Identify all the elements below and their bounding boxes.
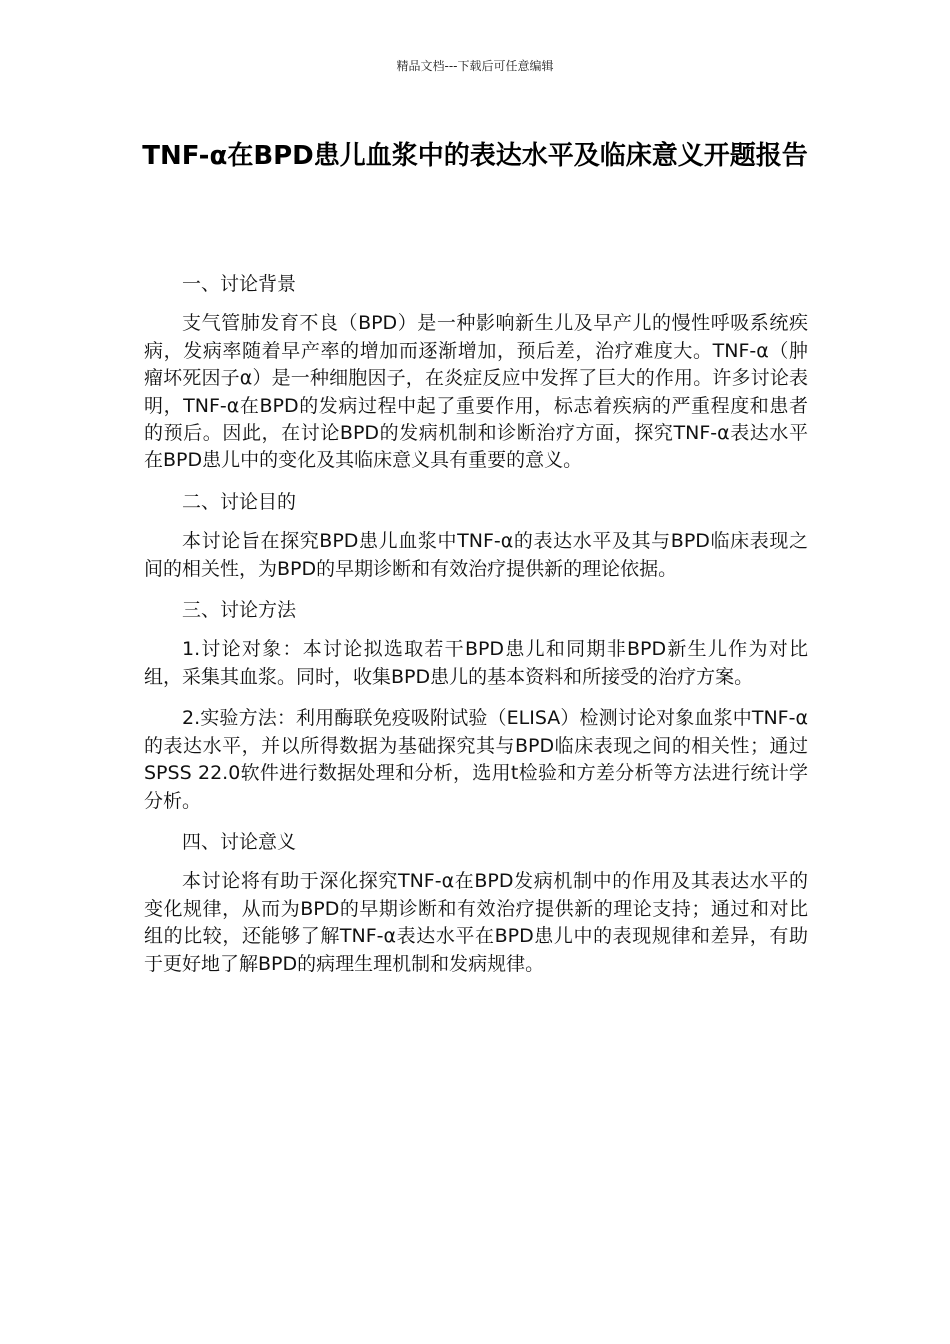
document-title: TNF-α在BPD患儿血浆中的表达水平及临床意义开题报告 (142, 141, 808, 171)
document-body (144, 271, 808, 992)
paragraph-methods-subjects: 1.讨论对象：本讨论拟选取若干BPD患儿和同期非BPD新生儿作为对比组，采集其血浆。同时，收集BPD患儿的基本资料和所接受的治疗方案。 (144, 638, 808, 688)
section-heading-significance: 四、讨论意义 (182, 830, 297, 853)
paragraph-background: 支气管肺发育不良（BPD）是一种影响新生儿及早产儿的慢性呼吸系统疾病，发病率随着早产率的增加而逐渐增加，预后差，治疗难度大。TNF-α（肿瘤坏死因子α）是一种细胞因子，在炎症反应中发挥了巨大的作用。许多讨论表明，TNF-α在BPD的发病过程中起了重要作用，标志着疾病的严重程度和患者的预后。因此，在讨论BPD的发病机制和诊断治疗方面，探究TNF-α表达水平在BPD患儿中的变化及其临床意义具有重要的意义。 (144, 312, 808, 472)
paragraph-significance: 本讨论将有助于深化探究TNF-α在BPD发病机制中的作用及其表达水平的变化规律，从而为BPD的早期诊断和有效治疗提供新的理论支持；通过和对比组的比较，还能够了解TNF-α表达水平在BPD患儿中的表现规律和差异，有助于更好地了解BPD的病理生理机制和发病规律。 (144, 870, 808, 975)
paragraph-methods-experiment: 2.实验方法：利用酶联免疫吸附试验（ELISA）检测讨论对象血浆中TNF-α的表达水平，并以所得数据为基础探究其与BPD临床表现之间的相关性；通过SPSS 22.0软件进行数据处理和分析，选用t检验和方差分析等方法进行统计学分析。 (144, 707, 808, 812)
paragraph-purpose: 本讨论旨在探究BPD患儿血浆中TNF-α的表达水平及其与BPD临床表现之间的相关性，为BPD的早期诊断和有效治疗提供新的理论依据。 (144, 530, 808, 580)
section-heading-methods: 三、讨论方法 (182, 599, 297, 622)
section-heading-purpose: 二、讨论目的 (182, 490, 297, 513)
header-note: 精品文档---下载后可任意编辑 (396, 59, 554, 73)
section-heading-background: 一、讨论背景 (182, 273, 297, 295)
